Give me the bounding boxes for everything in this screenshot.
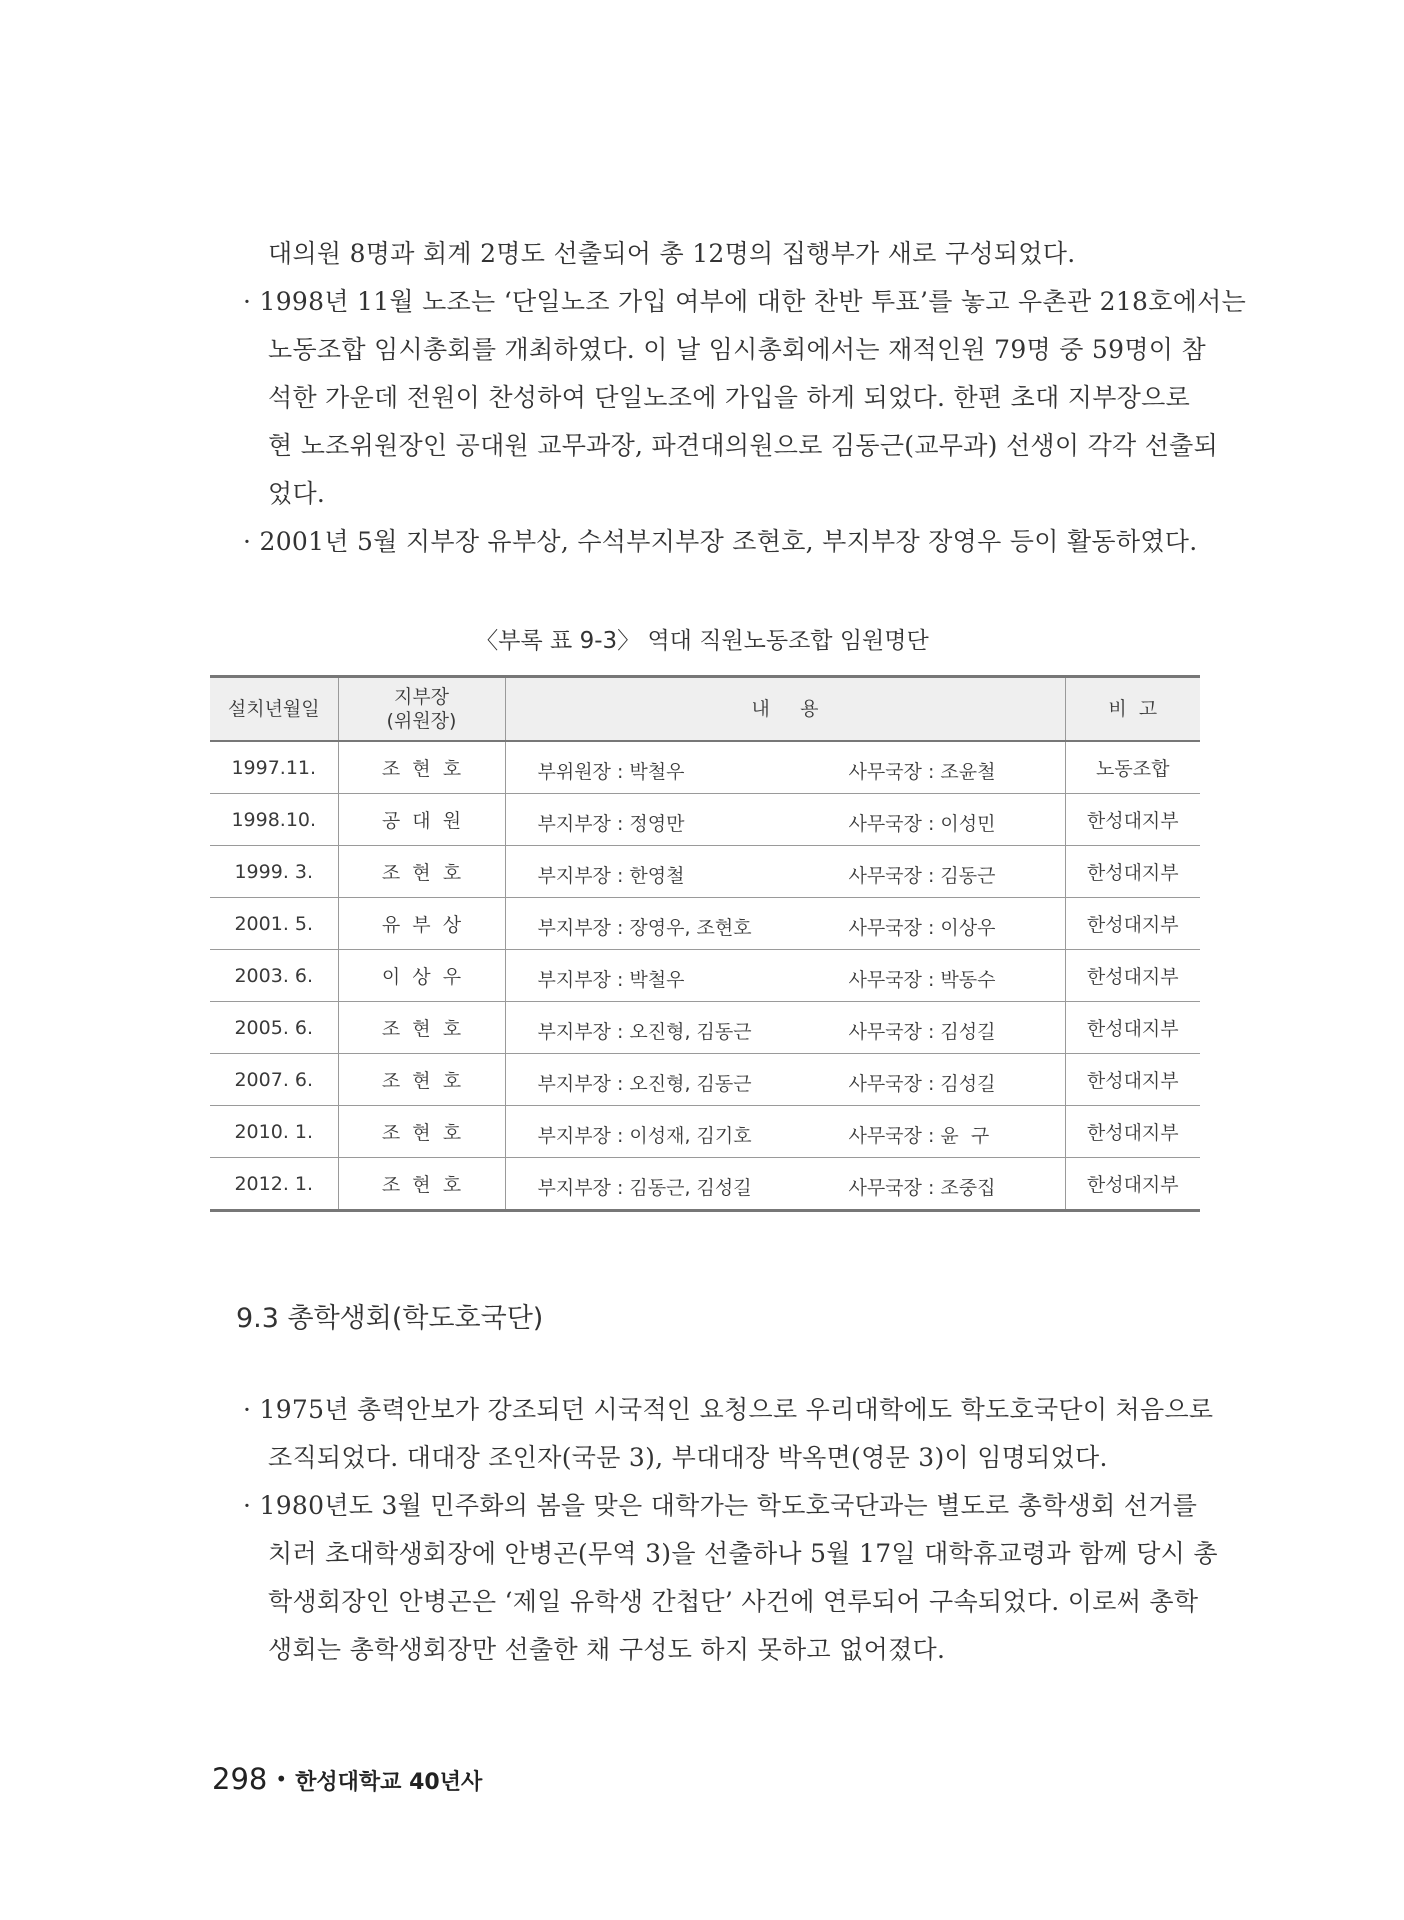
cell-content: [505, 950, 1065, 1002]
deputy-text: 부지부장 : 이성재, 김기호: [537, 1125, 752, 1147]
header-note: [1065, 677, 1200, 742]
cell-content: [505, 1054, 1065, 1106]
secretary-text: 사무국장 : 이성민: [848, 813, 996, 835]
cell-content: [505, 1106, 1065, 1158]
cell-date: 1999. 3.: [210, 846, 338, 898]
text-line: 치러 초대학생회장에 안병곤(무역 3)을 선출하나 5월 17일 대학휴교령과 함께 당시 총: [268, 1539, 1218, 1568]
cell-content: [505, 794, 1065, 846]
table-caption: 〈부록 표 9-3〉 역대 직원노동조합 임원명단: [475, 628, 929, 654]
header-branch-head: [338, 677, 505, 742]
text-line: 조직되었다. 대대장 조인자(국문 3), 부대대장 박옥면(영문 3)이 임명되었다.: [268, 1443, 1108, 1472]
bullet-line: · 1980년도 3월 민주화의 봄을 맞은 대학가는 학도호국단과는 별도로 총학생회 선거를: [243, 1491, 1198, 1520]
deputy-text: 부지부장 : 오진형, 김동근: [537, 1073, 752, 1095]
deputy-text: 부지부장 : 김동근, 김성길: [537, 1177, 752, 1199]
cell-note: 한성대지부: [1065, 1002, 1200, 1054]
cell-note: 한성대지부: [1065, 1158, 1200, 1211]
header-note-label: 비 고: [1108, 698, 1158, 720]
cell-note: 한성대지부: [1065, 898, 1200, 950]
header-content: [505, 677, 1065, 742]
table-row: [210, 950, 1200, 1002]
table-row: [210, 846, 1200, 898]
cell-branch-head: 조 현 호: [338, 1002, 505, 1054]
header-branch-head-line2: (위원장): [386, 710, 457, 732]
cell-branch-head: 유 부 상: [338, 898, 505, 950]
table-row: [210, 1106, 1200, 1158]
bullet-line: · 2001년 5월 지부장 유부상, 수석부지부장 조현호, 부지부장 장영우 등이 활동하였다.: [243, 527, 1198, 556]
secretary-text: 사무국장 : 박동수: [848, 969, 996, 991]
deputy-text: 부지부장 : 박철우: [537, 969, 685, 991]
cell-content: [505, 1002, 1065, 1054]
book-title: 한성대학교 40년사: [295, 1770, 483, 1795]
secretary-text: 사무국장 : 이상우: [848, 917, 996, 939]
secretary-text: 사무국장 : 김성길: [848, 1073, 996, 1095]
cell-branch-head: 조 현 호: [338, 1054, 505, 1106]
header-branch-head-line1: 지부장: [393, 686, 450, 708]
text-line: 학생회장인 안병곤은 ‘제일 유학생 간첩단’ 사건에 연루되어 구속되었다. 이로써 총학: [268, 1587, 1199, 1616]
cell-note: 한성대지부: [1065, 846, 1200, 898]
table-row: [210, 898, 1200, 950]
cell-content: [505, 846, 1065, 898]
section-heading: 9.3 총학생회(학도호국단): [236, 1303, 544, 1334]
cell-content: [505, 1158, 1065, 1211]
cell-date: 1997.11.: [210, 741, 338, 794]
table-row: [210, 1158, 1200, 1211]
table-row: [210, 1002, 1200, 1054]
bullet-line: · 1998년 11월 노조는 ‘단일노조 가입 여부에 대한 찬반 투표’를 놓고 우촌관 218호에서는: [243, 287, 1247, 316]
cell-note: 노동조합: [1065, 741, 1200, 794]
secretary-text: 사무국장 : 김성길: [848, 1021, 996, 1043]
deputy-text: 부지부장 : 오진형, 김동근: [537, 1021, 752, 1043]
cell-branch-head: 조 현 호: [338, 1106, 505, 1158]
cell-branch-head: 조 현 호: [338, 1158, 505, 1211]
table-row: [210, 741, 1200, 794]
cell-note: 한성대지부: [1065, 1106, 1200, 1158]
cell-date: 2010. 1.: [210, 1106, 338, 1158]
cell-branch-head: 조 현 호: [338, 741, 505, 794]
deputy-text: 부지부장 : 장영우, 조현호: [537, 917, 752, 939]
cell-content: [505, 741, 1065, 794]
cell-note: 한성대지부: [1065, 950, 1200, 1002]
text-line: 석한 가운데 전원이 찬성하여 단일노조에 가입을 하게 되었다. 한편 초대 지부장으로: [268, 383, 1191, 412]
cell-note: 한성대지부: [1065, 794, 1200, 846]
cell-date: 2012. 1.: [210, 1158, 338, 1211]
header-content-label: 내 용: [751, 698, 819, 720]
cell-date: 2005. 6.: [210, 1002, 338, 1054]
secretary-text: 사무국장 : 조윤철: [848, 761, 996, 783]
table-row: [210, 794, 1200, 846]
deputy-text: 부위원장 : 박철우: [537, 761, 685, 783]
cell-content: [505, 898, 1065, 950]
deputy-text: 부지부장 : 한영철: [537, 865, 685, 887]
secretary-text: 사무국장 : 윤 구: [848, 1125, 990, 1147]
footer-separator: •: [275, 1767, 288, 1791]
text-line: 현 노조위원장인 공대원 교무과장, 파견대의원으로 김동근(교무과) 선생이 각각 선출되: [268, 431, 1219, 460]
table-row: [210, 1054, 1200, 1106]
officer-roster-table: [210, 675, 1200, 1212]
secretary-text: 사무국장 : 김동근: [848, 865, 996, 887]
page-number: 298: [212, 1762, 268, 1796]
cell-note: 한성대지부: [1065, 1054, 1200, 1106]
text-line: 생회는 총학생회장만 선출한 채 구성도 하지 못하고 없어졌다.: [268, 1635, 946, 1664]
cell-branch-head: 이 상 우: [338, 950, 505, 1002]
deputy-text: 부지부장 : 정영만: [537, 813, 685, 835]
text-line: 었다.: [268, 479, 326, 508]
cell-date: 2001. 5.: [210, 898, 338, 950]
text-line: 노동조합 임시총회를 개최하였다. 이 날 임시총회에서는 재적인원 79명 중 59명이 참: [268, 335, 1206, 364]
cell-branch-head: 조 현 호: [338, 846, 505, 898]
cell-date: 2007. 6.: [210, 1054, 338, 1106]
table-header-row: [210, 677, 1200, 742]
cell-branch-head: 공 대 원: [338, 794, 505, 846]
text-line: 대의원 8명과 회계 2명도 선출되어 총 12명의 집행부가 새로 구성되었다.: [268, 239, 1076, 268]
secretary-text: 사무국장 : 조중집: [848, 1177, 996, 1199]
cell-date: 2003. 6.: [210, 950, 338, 1002]
cell-date: 1998.10.: [210, 794, 338, 846]
header-date: 설치년월일: [210, 677, 338, 742]
bullet-line: · 1975년 총력안보가 강조되던 시국적인 요청으로 우리대학에도 학도호국단이 처음으로: [243, 1395, 1214, 1424]
page-footer: [212, 1762, 482, 1796]
